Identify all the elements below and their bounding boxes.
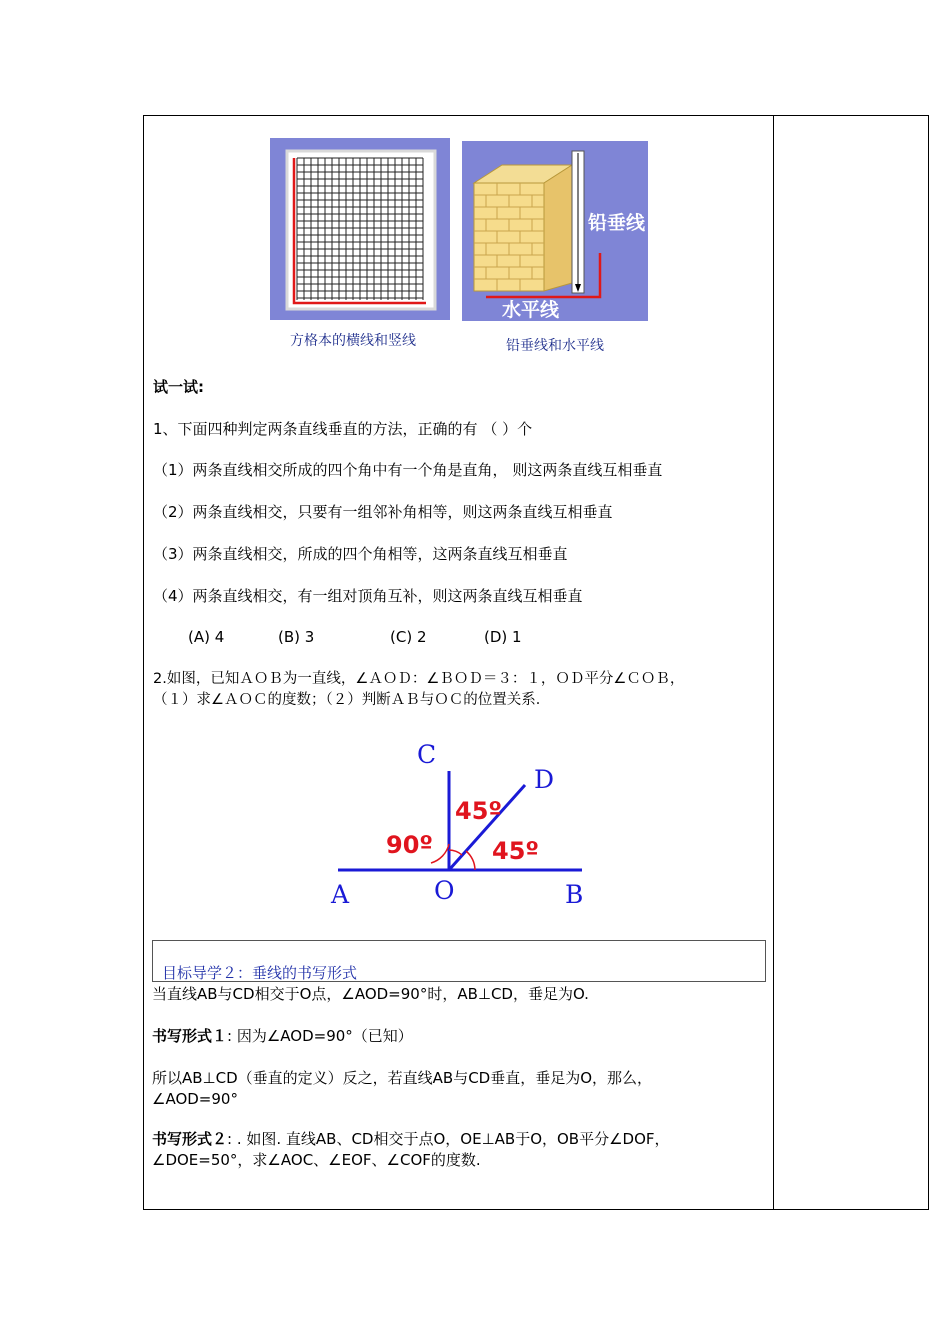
form-1-text: : 因为∠AOD=90°（已知） bbox=[227, 1027, 413, 1045]
label-b: B bbox=[565, 880, 584, 909]
question-1: 1、下面四种判定两条直线垂直的方法，正确的有 （ ）个 bbox=[153, 420, 533, 438]
label-o: O bbox=[434, 876, 455, 905]
option-a: (A) 4 bbox=[188, 628, 225, 646]
level-line-label: 水平线 bbox=[502, 299, 560, 321]
goal-2-title: 目标导学２：垂线的书写形式 bbox=[162, 964, 358, 982]
question-2-line-2: （１）求∠ＡＯＣ的度数；（２）判断ＡＢ与ＯＣ的位置关系． bbox=[153, 692, 551, 708]
form-2-text: : . 如图. 直线AB、CD相交于点O，OE⊥AB于O，OB平分∠DOF， bbox=[227, 1130, 670, 1148]
label-c: C bbox=[417, 740, 437, 769]
form-2-line bbox=[152, 1128, 670, 1150]
grid-notebook-image bbox=[270, 138, 450, 320]
form-1-label: 书写形式１ bbox=[152, 1027, 228, 1045]
option-b: (B) 3 bbox=[278, 628, 315, 646]
angle-45-lower-label: 45º bbox=[492, 837, 539, 865]
plumb-line-label: 铅垂线 bbox=[588, 212, 646, 234]
form-2-label: 书写形式２ bbox=[152, 1130, 228, 1148]
option-d: (D) 1 bbox=[484, 628, 522, 646]
angle-90-label: 90º bbox=[386, 831, 433, 859]
plumb-line-caption: 铅垂线和水平线 bbox=[506, 338, 604, 354]
question-2-line-1: 2.如图，已知ＡＯＢ为一直线，∠ＡＯＤ：∠ＢＯＤ＝３：１，ＯＤ平分∠ＣＯＢ， bbox=[153, 671, 685, 687]
table-column-divider bbox=[773, 115, 774, 1210]
right-angle-arc bbox=[431, 844, 449, 863]
lower-angle-arc bbox=[466, 851, 475, 870]
form-1-line-3: ∠AOD=90° bbox=[152, 1090, 238, 1108]
question-1-item: （3）两条直线相交，所成的四个角相等，这两条直线互相垂直 bbox=[153, 545, 568, 563]
form-1-line bbox=[152, 1025, 413, 1047]
option-c: (C) 2 bbox=[390, 628, 427, 646]
grid-notebook-caption: 方格本的横线和竖线 bbox=[290, 333, 416, 349]
question-1-item: （1）两条直线相交所成的四个角中有一个角是直角， 则这两条直线互相垂直 bbox=[153, 461, 663, 479]
question-1-item: （2）两条直线相交，只要有一组邻补角相等，则这两条直线互相垂直 bbox=[153, 503, 613, 521]
form-1-line-2: 所以AB⊥CD（垂直的定义）反之，若直线AB与CD垂直，垂足为O，那么， bbox=[152, 1069, 653, 1087]
label-d: D bbox=[534, 765, 555, 794]
question-1-item: （4）两条直线相交，有一组对顶角互补，则这两条直线互相垂直 bbox=[153, 587, 583, 605]
upper-angle-arc bbox=[449, 850, 462, 855]
form-2-line-2: ∠DOE=50°，求∠AOC、∠EOF、∠COF的度数. bbox=[152, 1151, 481, 1169]
goal-2-intro: 当直线AB与CD相交于O点，∠AOD=90°时，AB⊥CD，垂足为O. bbox=[152, 985, 589, 1003]
label-a: A bbox=[331, 880, 350, 909]
try-it-heading: 试一试: bbox=[153, 378, 204, 396]
angle-45-upper-label: 45º bbox=[455, 797, 502, 825]
